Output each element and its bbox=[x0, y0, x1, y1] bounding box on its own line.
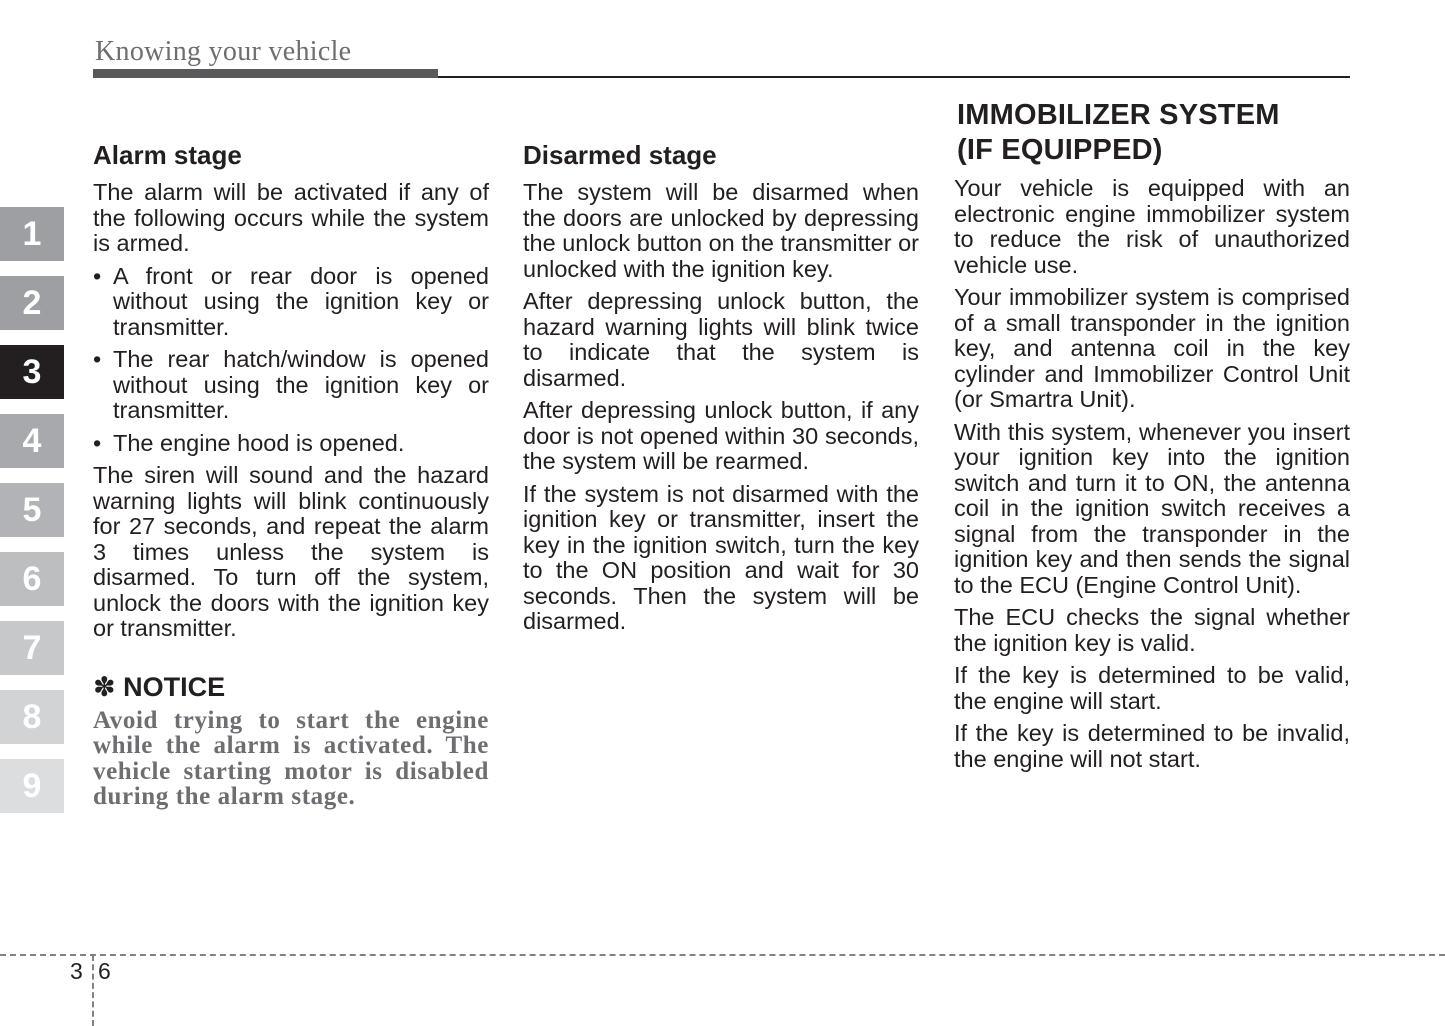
chapter-tab-9[interactable]: 9 bbox=[0, 759, 64, 813]
immobilizer-column bbox=[954, 98, 1350, 779]
disarmed-paragraph: After depressing unlock button, if any door is not opened within 30 seconds, the system will be rearmed. bbox=[523, 397, 919, 474]
bullet-icon: • bbox=[93, 429, 102, 456]
list-item bbox=[93, 431, 489, 457]
alarm-intro: The alarm will be activated if any of the following occurs while the system is armed. bbox=[93, 179, 489, 256]
bullet-text: The rear hatch/window is opened without using the ignition key or transmitter. bbox=[113, 346, 489, 423]
chapter-tab-4[interactable]: 4 bbox=[0, 414, 64, 468]
alarm-bullet-list bbox=[93, 264, 489, 457]
disarmed-stage-column bbox=[523, 140, 919, 642]
notice-text: Avoid trying to start the engine while the alarm is activated. The vehicle starting motor is disabled during the alarm stage. bbox=[93, 706, 489, 810]
disarmed-stage-heading: Disarmed stage bbox=[523, 140, 717, 170]
alarm-stage-heading: Alarm stage bbox=[93, 140, 242, 170]
notice-heading: ✽ NOTICE bbox=[93, 671, 226, 702]
chapter-tab-3[interactable]: 3 bbox=[0, 345, 64, 399]
chapter-tab-5[interactable]: 5 bbox=[0, 483, 64, 537]
bullet-text: A front or rear door is opened without using the ignition key or transmitter. bbox=[113, 262, 489, 340]
footer-divider bbox=[0, 954, 1445, 956]
immobilizer-paragraph: With this system, whenever you insert your ignition key into the ignition switch and turn it to ON, the antenna coil in the ignition switch receives a signal from the transponder in the ignition key and then sends the signal to the ECU (Engine Control Unit). bbox=[954, 418, 1350, 598]
disarmed-paragraph: If the system is not disarmed with the ignition key or transmitter, insert the key in the ignition switch, turn the key to the ON position and wait for 30 seconds. Then the system will be disarmed. bbox=[523, 480, 919, 634]
bullet-icon: • bbox=[93, 262, 102, 289]
chapter-tab-2[interactable]: 2 bbox=[0, 276, 64, 330]
header-bar bbox=[93, 69, 438, 78]
footer-chapter-number: 3 bbox=[70, 958, 83, 984]
immobilizer-paragraph: If the key is determined to be invalid, the engine will not start. bbox=[954, 720, 1350, 772]
alarm-body: The siren will sound and the hazard warning lights will blink continuously for 27 seconds, and repeat the alarm 3 times unless the system is disarmed. To turn off the system, unlock the doors with the ignition key or transmitter. bbox=[93, 462, 489, 641]
alarm-stage-column bbox=[93, 140, 489, 810]
immobilizer-heading-line1: IMMOBILIZER SYSTEM bbox=[957, 99, 1280, 131]
chapter-tab-8[interactable]: 8 bbox=[0, 690, 64, 744]
disarmed-paragraph: The system will be disarmed when the doors are unlocked by depressing the unlock button on the transmitter or unlocked with the ignition key. bbox=[523, 179, 919, 282]
header-title: Knowing your vehicle bbox=[95, 36, 352, 67]
bullet-icon: • bbox=[93, 346, 102, 372]
immobilizer-paragraph: The ECU checks the signal whether the ignition key is valid. bbox=[954, 604, 1350, 656]
list-item bbox=[93, 347, 489, 424]
footer-page-divider bbox=[92, 955, 94, 1026]
immobilizer-heading-line2: (IF EQUIPPED) bbox=[957, 134, 1163, 166]
list-item bbox=[93, 264, 489, 341]
immobilizer-paragraph: Your immobilizer system is comprised of a small transponder in the ignition key, and antenna coil in the key cylinder and Immobilizer Control Unit (or Smartra Unit). bbox=[954, 284, 1350, 412]
chapter-tab-7[interactable]: 7 bbox=[0, 621, 64, 675]
immobilizer-heading bbox=[957, 98, 1350, 168]
immobilizer-paragraph: If the key is determined to be valid, the engine will start. bbox=[954, 662, 1350, 714]
disarmed-paragraph: After depressing unlock button, the hazard warning lights will blink twice to indicate that the system is disarmed. bbox=[523, 288, 919, 391]
footer-page-number: 6 bbox=[98, 958, 111, 984]
immobilizer-paragraph: Your vehicle is equipped with an electronic engine immobilizer system to reduce the risk of unauthorized vehicle use. bbox=[954, 175, 1350, 278]
header-rule bbox=[438, 76, 1350, 78]
chapter-tab-6[interactable]: 6 bbox=[0, 552, 64, 606]
bullet-text: The engine hood is opened. bbox=[113, 429, 405, 456]
chapter-tab-1[interactable]: 1 bbox=[0, 207, 64, 261]
